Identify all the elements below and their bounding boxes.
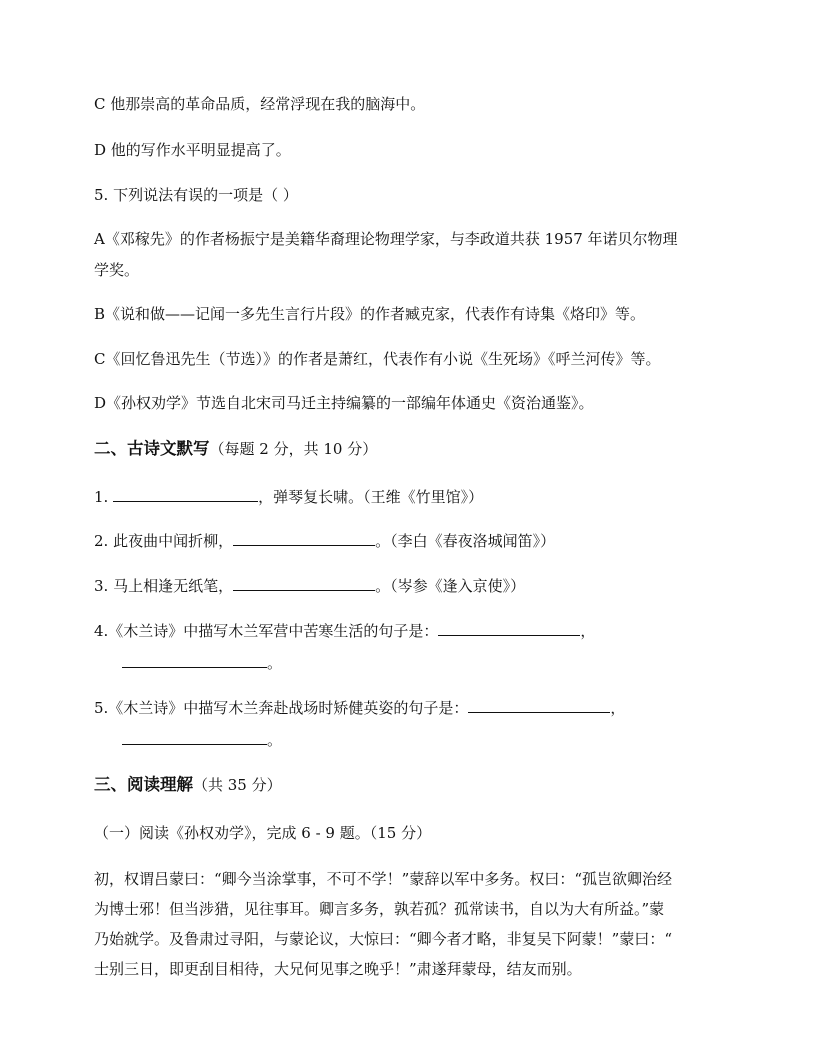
section-2-heading xyxy=(94,438,377,460)
recitation-item-1 xyxy=(94,486,483,508)
reading-subsection-1: （一）阅读《孙权劝学》，完成 6 - 9 题。（15 分） xyxy=(94,824,432,842)
recitation-item-4-line2 xyxy=(122,652,282,674)
passage-line-1: 初，权谓吕蒙曰：“卿今当涂掌事，不可不学！”蒙辞以军中多务。权曰：“孤岂欲卿治经 xyxy=(94,870,673,888)
answer-blank-4b[interactable] xyxy=(122,653,267,668)
item-4-end: 。 xyxy=(267,654,283,672)
recitation-item-3 xyxy=(94,575,525,597)
item-4-suffix: ， xyxy=(580,622,596,640)
item-1-prefix: 1. xyxy=(94,488,109,506)
item-4-prefix: 4.《木兰诗》中描写木兰军营中苦寒生活的句子是： xyxy=(94,622,439,640)
q5-option-a-line1: A《邓稼先》的作者杨振宁是美籍华裔理论物理学家，与李政道共获 1957 年诺贝尔物理 xyxy=(94,230,678,248)
item-2-prefix: 2. 此夜曲中闻折柳， xyxy=(94,532,234,550)
item-5-suffix: ， xyxy=(610,699,626,717)
answer-blank-5b[interactable] xyxy=(122,730,267,745)
answer-blank-2[interactable] xyxy=(233,531,375,546)
section-2-note: （每题 2 分，共 10 分） xyxy=(209,440,378,458)
recitation-item-2 xyxy=(94,530,555,552)
option-d: D 他的写作水平明显提高了。 xyxy=(94,141,291,159)
recitation-item-5-line2 xyxy=(122,729,282,751)
question-5-stem: 5. 下列说法有误的一项是（ ） xyxy=(94,186,298,204)
answer-blank-5a[interactable] xyxy=(468,698,610,713)
section-2-title: 二、古诗文默写 xyxy=(94,439,210,458)
recitation-item-4 xyxy=(94,620,595,642)
section-3-note: （共 35 分） xyxy=(193,776,282,794)
answer-blank-1[interactable] xyxy=(113,487,258,502)
answer-blank-4a[interactable] xyxy=(438,621,580,636)
q5-option-b: B《说和做——记闻一多先生言行片段》的作者臧克家，代表作有诗集《烙印》等。 xyxy=(94,305,646,323)
item-5-end: 。 xyxy=(267,731,283,749)
answer-blank-3[interactable] xyxy=(233,576,375,591)
q5-option-c: C《回忆鲁迅先生（节选）》的作者是萧红，代表作有小说《生死场》《呼兰河传》等。 xyxy=(94,350,661,368)
q5-option-d: D《孙权劝学》节选自北宋司马迁主持编纂的一部编年体通史《资治通鉴》。 xyxy=(94,394,594,412)
item-3-prefix: 3. 马上相逢无纸笔， xyxy=(94,577,234,595)
option-c: C 他那崇高的革命品质，经常浮现在我的脑海中。 xyxy=(94,95,426,113)
passage-line-3: 乃始就学。及鲁肃过寻阳，与蒙论议，大惊曰：“卿今者才略，非复吴下阿蒙！”蒙曰：“ xyxy=(94,930,673,948)
item-3-suffix: 。（岑参《逢入京使》） xyxy=(375,577,526,595)
recitation-item-5 xyxy=(94,697,625,719)
item-2-suffix: 。（李白《春夜洛城闻笛》） xyxy=(375,532,556,550)
item-1-suffix: ，弹琴复长啸。（王维《竹里馆》） xyxy=(258,488,484,506)
passage-line-2: 为博士邪！但当涉猎，见往事耳。卿言多务，孰若孤？孤常读书，自以为大有所益。”蒙 xyxy=(94,900,665,918)
section-3-title: 三、阅读理解 xyxy=(94,775,193,794)
item-5-prefix: 5.《木兰诗》中描写木兰奔赴战场时矫健英姿的句子是： xyxy=(94,699,469,717)
passage-line-4: 士别三日，即更刮目相待，大兄何见事之晚乎！”肃遂拜蒙母，结友而别。 xyxy=(94,960,582,978)
q5-option-a-line2: 学奖。 xyxy=(94,261,140,279)
section-3-heading xyxy=(94,774,282,796)
